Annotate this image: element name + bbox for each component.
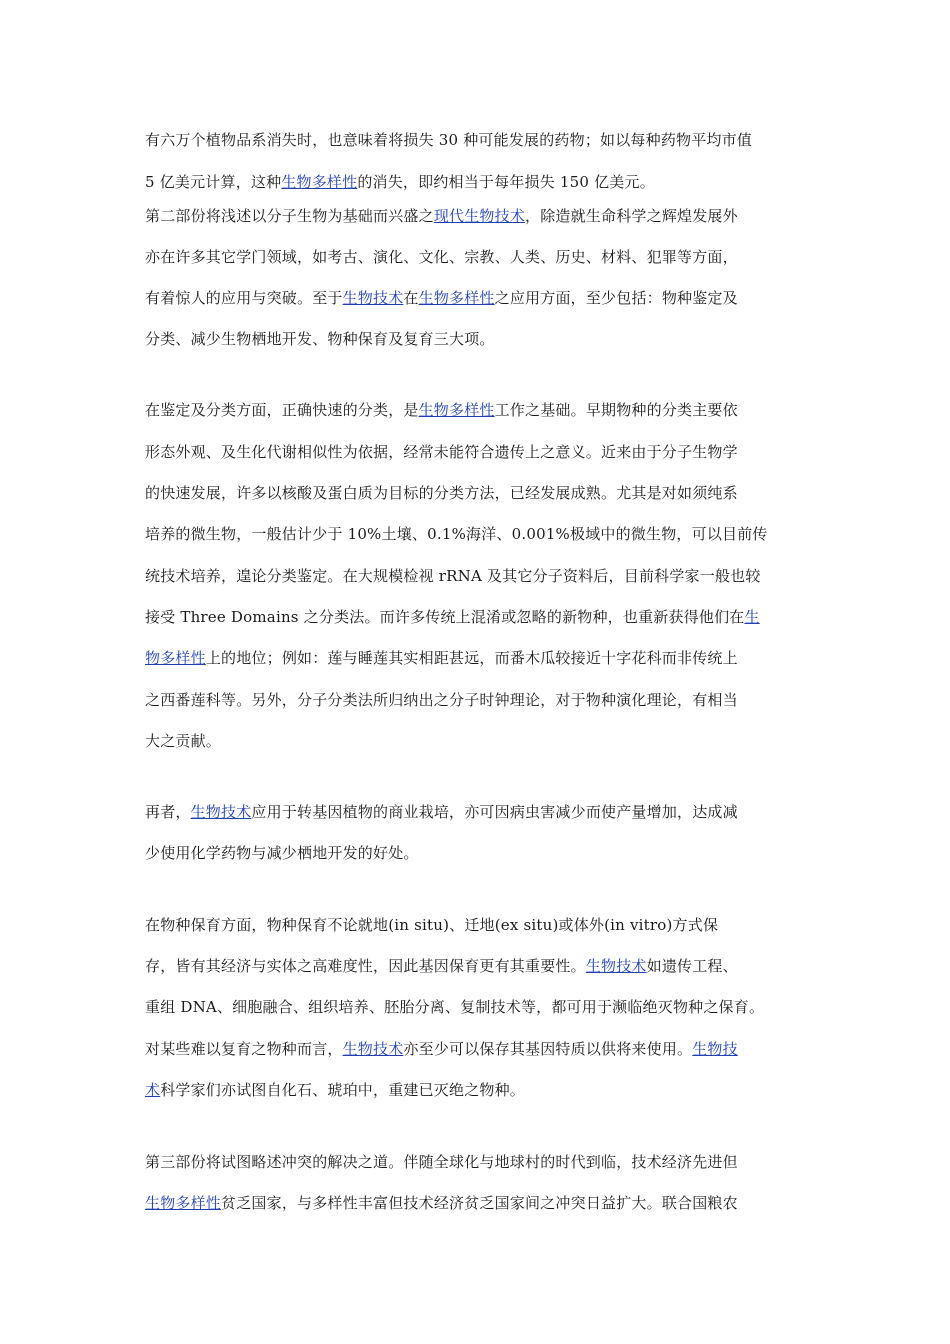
text-run: 有六万个植物品系消失时，也意味着将损失 30 种可能发展的药物；如以每种药物平均市值: [145, 131, 753, 149]
text-run: 第三部份将试图略述冲突的解决之道。伴随全球化与地球村的时代到临，技术经济先进但: [145, 1153, 738, 1171]
term-link[interactable]: 物多样性: [145, 649, 206, 667]
text-run: 之应用方面，至少包括：物种鉴定及: [494, 289, 738, 307]
text-line: [145, 566, 825, 586]
text-run: 科学家们亦试图自化石、琥珀中，重建已灭绝之物种。: [160, 1081, 526, 1099]
text-line: [145, 329, 825, 349]
text-line: [145, 843, 825, 863]
text-run: 5 亿美元计算，这种: [145, 173, 282, 191]
text-run: 少使用化学药物与减少栖地开发的好处。: [145, 844, 419, 862]
text-run: 工作之基础。早期物种的分类主要依: [494, 401, 738, 419]
text-run: 在物种保育方面，物种保育不论就地(in situ)、迁地(ex situ)或体外(in vitro)方式保: [145, 916, 719, 934]
text-run: 在: [403, 289, 419, 307]
text-run: 应用于转基因植物的商业栽培，亦可因病虫害减少而使产量增加，达成减: [251, 803, 738, 821]
term-link[interactable]: 术: [145, 1081, 161, 1099]
text-run: 第二部份将浅述以分子生物为基础而兴盛之: [145, 207, 434, 225]
text-run: 接受 Three Domains 之分类法。而许多传统上混淆或忽略的新物种，也重新获得他们在: [145, 608, 745, 626]
text-line: [145, 648, 825, 668]
text-line: [145, 607, 825, 627]
text-line: [145, 1193, 825, 1213]
term-link[interactable]: 生物技术: [585, 957, 647, 975]
text-line: [145, 1080, 825, 1100]
text-line: [145, 247, 825, 267]
text-run: 统技术培养，遑论分类鉴定。在大规模检视 rRNA 及其它分子资料后，目前科学家一般也较: [145, 567, 761, 585]
term-link[interactable]: 生物技术: [190, 803, 252, 821]
text-run: 大之贡献。: [145, 732, 222, 750]
text-line: [145, 1039, 825, 1059]
term-link[interactable]: 生物技术: [342, 289, 404, 307]
text-run: ，除造就生命科学之辉煌发展外: [525, 207, 738, 225]
text-line: [145, 997, 825, 1017]
text-run: 上的地位；例如：莲与睡莲其实相距甚远，而番木瓜较接近十字花科而非传统上: [205, 649, 738, 667]
term-link[interactable]: 生物多样性: [281, 173, 358, 191]
text-run: 的快速发展，许多以核酸及蛋白质为目标的分类方法，已经发展成熟。尤其是对如须纯系: [145, 484, 738, 502]
text-line: [145, 442, 825, 462]
text-run: 的消失，即约相当于每年损失 150 亿美元。: [357, 173, 655, 191]
term-link[interactable]: 生物多样性: [418, 401, 495, 419]
text-line: [145, 802, 825, 822]
text-run: 亦在许多其它学门领域，如考古、演化、文化、宗教、人类、历史、材料、犯罪等方面，: [145, 248, 738, 266]
text-line: [145, 1152, 825, 1172]
text-run: 再者，: [145, 803, 191, 821]
text-run: 如遗传工程、: [646, 957, 738, 975]
text-run: 培养的微生物，一般估计少于 10%土壤、0.1%海洋、0.001%极域中的微生物，可以目前传: [145, 525, 768, 543]
text-run: 贫乏国家，与多样性丰富但技术经济贫乏国家间之冲突日益扩大。联合国粮农: [221, 1194, 738, 1212]
term-link[interactable]: 生物多样性: [145, 1194, 222, 1212]
text-run: 之西番莲科等。另外，分子分类法所归纳出之分子时钟理论，对于物种演化理论，有相当: [145, 691, 738, 709]
text-run: 有着惊人的应用与突破。至于: [145, 289, 343, 307]
term-link[interactable]: 生物多样性: [418, 289, 495, 307]
text-line: [145, 524, 825, 544]
text-run: 对某些难以复育之物种而言，: [145, 1040, 343, 1058]
text-run: 形态外观、及生化代谢相似性为依据，经常未能符合遗传上之意义。近来由于分子生物学: [145, 443, 738, 461]
text-line: [145, 206, 825, 226]
text-line: [145, 731, 825, 751]
text-line: [145, 956, 825, 976]
text-run: 分类、减少生物栖地开发、物种保育及复育三大项。: [145, 330, 495, 348]
text-run: 亦至少可以保存其基因特质以供将来使用。: [403, 1040, 693, 1058]
text-line: [145, 288, 825, 308]
term-link[interactable]: 生: [744, 608, 760, 626]
text-run: 存，皆有其经济与实体之高难度性，因此基因保育更有其重要性。: [145, 957, 586, 975]
text-line: [145, 172, 825, 192]
text-line: [145, 130, 825, 150]
text-run: 在鉴定及分类方面，正确快速的分类，是: [145, 401, 419, 419]
text-run: 重组 DNA、细胞融合、组织培养、胚胎分离、复制技术等，都可用于濒临绝灭物种之保育。: [145, 998, 765, 1016]
term-link[interactable]: 生物技术: [342, 1040, 404, 1058]
text-line: [145, 690, 825, 710]
term-link[interactable]: 生物技: [692, 1040, 738, 1058]
text-line: [145, 400, 825, 420]
text-line: [145, 915, 825, 935]
text-line: [145, 483, 825, 503]
term-link[interactable]: 现代生物技术: [433, 207, 526, 225]
